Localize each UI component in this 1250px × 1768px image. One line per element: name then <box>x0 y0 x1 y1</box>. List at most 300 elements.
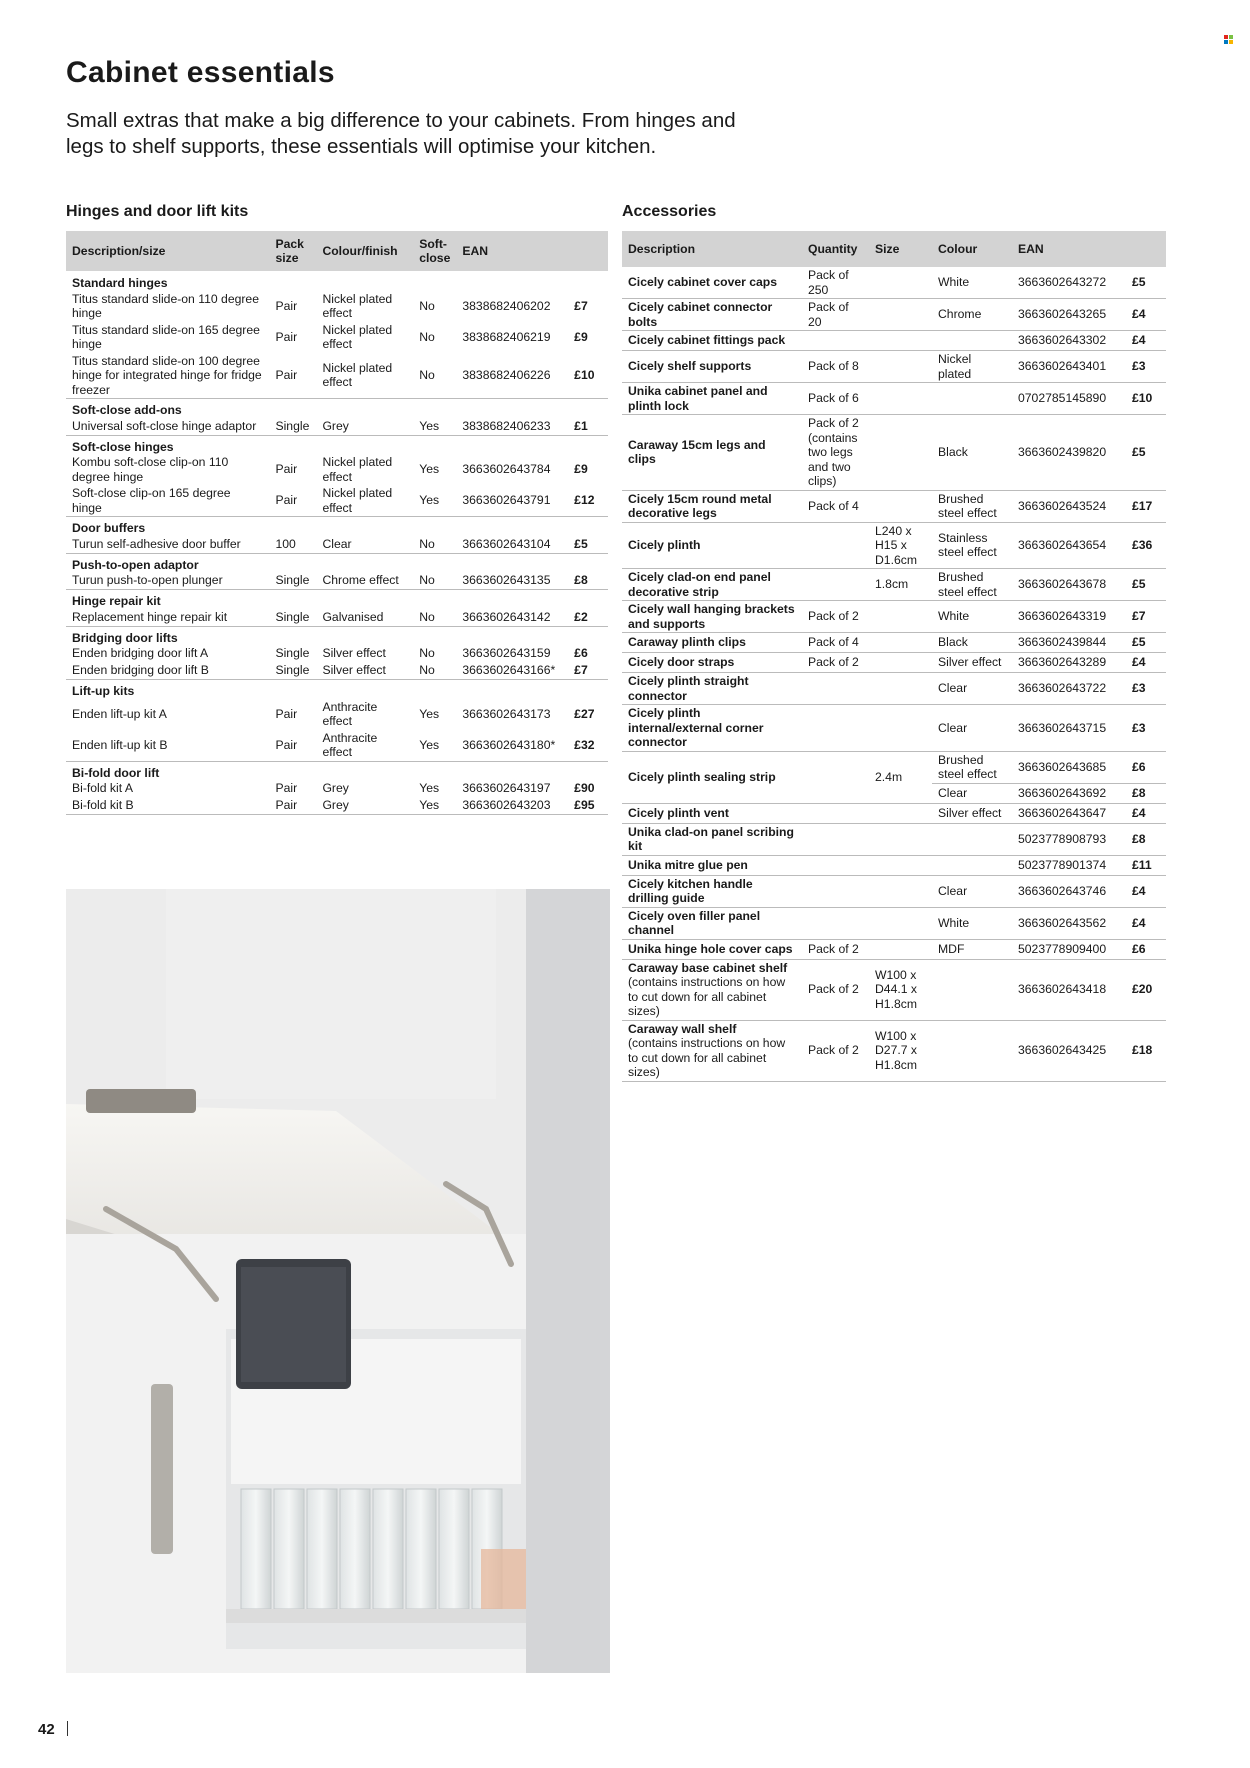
ean-code: 3663602643715 <box>1012 705 1126 752</box>
colour: Nickel plated <box>932 351 1012 383</box>
ean-code: 3663602439844 <box>1012 633 1126 653</box>
product-name: Cicely clad-on end panel decorative strip <box>628 570 771 599</box>
group-name: Soft-close hinges <box>72 439 174 454</box>
brand-logo <box>1224 35 1233 44</box>
product-description: Titus standard slide-on 100 degree hinge for integrated hinge for fridge freezer <box>66 353 269 399</box>
price: £5 <box>1126 267 1166 299</box>
pack-size: Pair <box>275 706 298 721</box>
soft-close: Yes <box>413 485 456 517</box>
ean-code: 3663602643272 <box>1012 267 1126 299</box>
group-name: Hinge repair kit <box>72 594 161 608</box>
pack-size: 100 <box>269 536 316 554</box>
product-name: Cicely plinth straight connector <box>628 674 749 703</box>
product-description <box>622 653 802 673</box>
price: £8 <box>1126 823 1166 855</box>
colour-finish: Nickel plated effect <box>316 485 413 517</box>
table-row <box>622 299 1166 331</box>
pack-size: Single <box>269 662 316 680</box>
product-description <box>622 490 802 522</box>
table-row <box>66 645 608 662</box>
price: £8 <box>568 572 608 590</box>
price: £6 <box>574 646 588 661</box>
pack-size: Single <box>275 646 310 661</box>
quantity <box>802 569 869 601</box>
product-name: Cicely kitchen handle drilling guide <box>628 876 753 905</box>
group-name: Bi-fold door lift <box>72 765 160 780</box>
colour-finish: Nickel plated effect <box>322 291 393 320</box>
col-header-description: Description/size <box>66 231 269 271</box>
price: £6 <box>1126 939 1166 959</box>
table-row <box>622 653 1166 673</box>
price: £8 <box>1126 783 1166 803</box>
group-header-row <box>66 517 608 536</box>
ean-code: 0702785145890 <box>1012 383 1126 415</box>
ean-code: 3663602643418 <box>1012 959 1126 1020</box>
pack-size: Pair <box>275 781 298 796</box>
colour: Stainless steel effect <box>932 522 1012 569</box>
price: £5 <box>1126 415 1166 491</box>
colour: White <box>932 601 1012 633</box>
product-description: Replacement hinge repair kit <box>66 609 269 627</box>
ean-code: 3663602643401 <box>1012 351 1126 383</box>
size: 2.4m <box>869 751 932 803</box>
product-description <box>622 351 802 383</box>
product-description <box>622 1020 802 1081</box>
table-row <box>66 699 608 730</box>
colour: Black <box>932 633 1012 653</box>
colour: Silver effect <box>932 653 1012 673</box>
soft-close: Yes <box>413 797 456 815</box>
product-description <box>622 633 802 653</box>
quantity: Pack of 4 <box>802 490 869 522</box>
product-description <box>622 673 802 705</box>
table-row <box>622 601 1166 633</box>
product-name: Cicely door straps <box>628 655 735 670</box>
ean-code: 3663602643562 <box>1012 907 1126 939</box>
price: £4 <box>1126 299 1166 331</box>
price: £27 <box>574 706 595 721</box>
ean-code: 3663602643166* <box>456 662 568 680</box>
group-header-row <box>66 435 608 454</box>
price: £36 <box>1126 522 1166 569</box>
intro-text: Small extras that make a big difference to your cabinets. From hinges and legs to shelf supports, these essentials will optimise your kitchen. <box>66 109 736 158</box>
group-header-row <box>66 680 608 699</box>
price: £90 <box>574 781 595 796</box>
soft-close: Yes <box>419 462 440 477</box>
ean-code: 3663602643319 <box>1012 601 1126 633</box>
table-row <box>66 418 608 436</box>
group-header-row <box>66 399 608 418</box>
hinges-table <box>66 231 608 815</box>
table-row <box>66 291 608 322</box>
table-row <box>66 797 608 815</box>
size: 1.8cm <box>869 569 932 601</box>
table-row <box>622 633 1166 653</box>
table-row <box>66 780 608 797</box>
size: W100 x D27.7 x H1.8cm <box>869 1020 932 1081</box>
product-description <box>622 267 802 299</box>
colour <box>932 959 1012 1020</box>
pack-size: Pair <box>269 797 316 815</box>
ean-code: 3663602643647 <box>1012 803 1126 823</box>
price: £9 <box>574 462 588 477</box>
quantity <box>802 803 869 823</box>
quantity: Pack of 2 <box>802 939 869 959</box>
product-description: Turun self-adhesive door buffer <box>66 536 269 554</box>
table-row <box>622 383 1166 415</box>
size <box>869 415 932 491</box>
product-name: Cicely shelf supports <box>628 359 752 374</box>
table-row <box>66 536 608 554</box>
ean-code: 3663602643135 <box>456 572 568 590</box>
quantity: Pack of 2 <box>802 959 869 1020</box>
table-row <box>622 569 1166 601</box>
ean-code: 5023778909400 <box>1012 939 1126 959</box>
price: £11 <box>1126 855 1166 875</box>
ean-code: 3663602439820 <box>1012 415 1126 491</box>
product-name: Cicely cabinet cover caps <box>628 275 778 290</box>
size: W100 x D44.1 x H1.8cm <box>869 959 932 1020</box>
pack-size: Pair <box>275 462 298 477</box>
colour <box>932 823 1012 855</box>
product-description: Bi-fold kit A <box>72 781 133 796</box>
col-header-price <box>1126 231 1166 267</box>
ean-code: 3663602643746 <box>1012 875 1126 907</box>
table-row <box>622 415 1166 491</box>
price: £20 <box>1126 959 1166 1020</box>
colour: Black <box>932 415 1012 491</box>
product-name: Caraway plinth clips <box>628 635 746 650</box>
price: £3 <box>1126 673 1166 705</box>
quantity: Pack of 20 <box>802 299 869 331</box>
soft-close: No <box>413 353 456 399</box>
price: £18 <box>1126 1020 1166 1081</box>
quantity: Pack of 4 <box>802 633 869 653</box>
ean-code: 3663602643289 <box>1012 653 1126 673</box>
col-header-ean: EAN <box>456 231 568 271</box>
kitchen-cabinet-photo <box>66 889 610 1673</box>
colour: MDF <box>932 939 1012 959</box>
colour: Clear <box>932 673 1012 705</box>
ean-code: 3663602643197 <box>462 781 551 796</box>
col-header-quantity: Quantity <box>802 231 869 267</box>
table-row <box>622 673 1166 705</box>
colour-finish: Silver effect <box>316 662 413 680</box>
group-name: Lift-up kits <box>72 684 135 698</box>
size <box>869 855 932 875</box>
quantity <box>802 823 869 855</box>
product-name: Cicely cabinet fittings pack <box>628 333 786 348</box>
group-name: Door buffers <box>72 521 146 535</box>
price: £4 <box>1126 875 1166 907</box>
quantity: Pack of 2 (contains two legs and two clips) <box>802 415 869 491</box>
table-row <box>622 351 1166 383</box>
product-name: Cicely plinth internal/external corner connector <box>628 706 764 749</box>
pack-size: Pair <box>275 298 298 313</box>
colour: Chrome <box>932 299 1012 331</box>
ean-code: 3838682406226 <box>456 353 568 399</box>
table-row <box>622 939 1166 959</box>
table-row <box>622 522 1166 569</box>
product-description <box>622 522 802 569</box>
colour-finish: Grey <box>316 797 413 815</box>
table-row <box>622 875 1166 907</box>
product-description: Titus standard slide-on 165 degree hinge <box>72 322 260 351</box>
group-header-row <box>66 271 608 291</box>
page-title: Cabinet essentials <box>66 56 335 89</box>
size <box>869 939 932 959</box>
col-header-description: Description <box>622 231 802 267</box>
price: £10 <box>568 353 608 399</box>
soft-close: Yes <box>419 781 440 796</box>
table-row <box>66 454 608 485</box>
ean-code: 3663602643784 <box>462 462 551 477</box>
col-header-ean: EAN <box>1012 231 1126 267</box>
size <box>869 383 932 415</box>
table-row <box>66 322 608 353</box>
size <box>869 490 932 522</box>
price: £7 <box>1126 601 1166 633</box>
ean-code: 3663602643722 <box>1012 673 1126 705</box>
colour-finish: Nickel plated effect <box>322 455 393 484</box>
table-row <box>622 490 1166 522</box>
col-header-colour: Colour/finish <box>316 231 413 271</box>
product-name: Caraway 15cm legs and clips <box>628 437 766 467</box>
price: £95 <box>568 797 608 815</box>
group-name: Soft-close add-ons <box>72 403 182 417</box>
accessories-table <box>622 231 1166 1082</box>
quantity <box>802 907 869 939</box>
soft-close: No <box>413 662 456 680</box>
product-note: (contains instructions on how to cut down for all cabinet sizes) <box>628 975 786 1018</box>
product-description: Bi-fold kit B <box>66 797 269 815</box>
product-description: Kombu soft-close clip-on 110 degree hinge <box>72 455 229 484</box>
table-row <box>66 609 608 627</box>
ean-code: 3663602643104 <box>456 536 568 554</box>
table-row <box>622 331 1166 351</box>
ean-code: 3663602643791 <box>456 485 568 517</box>
product-name: Unika mitre glue pen <box>628 857 748 872</box>
quantity <box>802 331 869 351</box>
table-row <box>66 572 608 590</box>
colour: White <box>932 267 1012 299</box>
colour: Clear <box>932 705 1012 752</box>
size <box>869 299 932 331</box>
product-description <box>622 875 802 907</box>
product-description: Turun push-to-open plunger <box>66 572 269 590</box>
colour-finish: Clear <box>316 536 413 554</box>
colour-finish: Chrome effect <box>316 572 413 590</box>
price: £4 <box>1126 907 1166 939</box>
table-row <box>622 959 1166 1020</box>
price: £6 <box>1126 751 1166 783</box>
colour: Clear <box>932 875 1012 907</box>
colour-finish: Grey <box>322 781 349 796</box>
pack-size: Pair <box>269 353 316 399</box>
size <box>869 705 932 752</box>
price: £4 <box>1126 803 1166 823</box>
group-header-row <box>66 590 608 609</box>
ean-code: 3663602643692 <box>1012 783 1126 803</box>
price: £1 <box>568 418 608 436</box>
price: £2 <box>568 609 608 627</box>
pack-size: Pair <box>269 730 316 762</box>
product-description: Enden bridging door lift A <box>72 646 209 661</box>
colour: Clear <box>932 783 1012 803</box>
quantity <box>802 855 869 875</box>
col-header-price <box>568 231 608 271</box>
quantity <box>802 875 869 907</box>
colour: Silver effect <box>932 803 1012 823</box>
product-description: Soft-close clip-on 165 degree hinge <box>66 485 269 517</box>
colour-finish: Nickel plated effect <box>322 322 393 351</box>
group-name: Standard hinges <box>72 276 168 290</box>
soft-close: No <box>419 329 435 344</box>
ean-code: 3663602643302 <box>1012 331 1126 351</box>
product-description <box>622 823 802 855</box>
product-description <box>622 331 802 351</box>
table-row <box>622 803 1166 823</box>
product-name: Unika hinge hole cover caps <box>628 941 793 956</box>
size <box>869 803 932 823</box>
col-header-colour: Colour <box>932 231 1012 267</box>
product-description <box>622 569 802 601</box>
product-description: Enden lift-up kit B <box>66 730 269 762</box>
product-name: Cicely wall hanging brackets and supports <box>628 602 795 631</box>
product-name: Cicely oven filler panel channel <box>628 908 761 937</box>
price: £5 <box>568 536 608 554</box>
colour: White <box>932 907 1012 939</box>
colour <box>932 855 1012 875</box>
table-row <box>66 353 608 399</box>
ean-code: 3663602643173 <box>462 706 551 721</box>
group-header-row <box>66 761 608 780</box>
quantity: Pack of 8 <box>802 351 869 383</box>
ean-code: 3663602643142 <box>456 609 568 627</box>
quantity <box>802 522 869 569</box>
ean-code: 3663602643203 <box>456 797 568 815</box>
table-row <box>66 662 608 680</box>
colour <box>932 1020 1012 1081</box>
ean-code: 3663602643425 <box>1012 1020 1126 1081</box>
product-name: Cicely 15cm round metal decorative legs <box>628 491 772 520</box>
size <box>869 267 932 299</box>
ean-code: 3663602643265 <box>1012 299 1126 331</box>
col-header-size: Size <box>869 231 932 267</box>
table-row <box>622 823 1166 855</box>
colour-finish: Galvanised <box>316 609 413 627</box>
product-description <box>622 939 802 959</box>
colour-finish: Grey <box>316 418 413 436</box>
quantity <box>802 705 869 752</box>
soft-close: No <box>419 646 435 661</box>
group-name: Bridging door lifts <box>72 630 178 645</box>
pack-size: Single <box>269 572 316 590</box>
col-header-pack: Pack size <box>269 231 316 271</box>
soft-close: No <box>413 572 456 590</box>
colour <box>932 383 1012 415</box>
size <box>869 875 932 907</box>
quantity: Pack of 250 <box>802 267 869 299</box>
product-name: Cicely plinth sealing strip <box>628 769 776 784</box>
price: £4 <box>1126 653 1166 673</box>
size <box>869 601 932 633</box>
product-description <box>622 751 802 803</box>
soft-close: No <box>413 536 456 554</box>
group-header-row <box>66 626 608 645</box>
price: £3 <box>1126 705 1166 752</box>
table-row <box>622 855 1166 875</box>
product-description: Enden bridging door lift B <box>66 662 269 680</box>
product-description: Enden lift-up kit A <box>72 706 167 721</box>
product-name: Unika clad-on panel scribing kit <box>628 824 794 853</box>
table-row <box>622 705 1166 752</box>
footer-divider <box>67 1721 68 1736</box>
accessories-section-title: Accessories <box>622 203 717 220</box>
product-description <box>622 855 802 875</box>
size <box>869 331 932 351</box>
size: L240 x H15 x D1.6cm <box>869 522 932 569</box>
ean-code: 3663602643159 <box>462 646 551 661</box>
ean-code: 3663602643678 <box>1012 569 1126 601</box>
ean-code: 3663602643524 <box>1012 490 1126 522</box>
product-description <box>622 601 802 633</box>
product-description <box>622 907 802 939</box>
quantity <box>802 751 869 803</box>
soft-close: Yes <box>413 418 456 436</box>
table-row <box>66 485 608 517</box>
price: £9 <box>574 329 588 344</box>
price: £7 <box>574 298 588 313</box>
price: £10 <box>1126 383 1166 415</box>
group-name: Push-to-open adaptor <box>72 557 199 572</box>
colour-finish: Anthracite effect <box>322 699 378 728</box>
price: £4 <box>1126 331 1166 351</box>
product-description <box>622 959 802 1020</box>
table-row <box>622 751 1166 783</box>
table-row <box>622 1020 1166 1081</box>
price: £3 <box>1126 351 1166 383</box>
pack-size: Pair <box>269 485 316 517</box>
size <box>869 673 932 705</box>
price: £12 <box>568 485 608 517</box>
ean-code: 3663602643654 <box>1012 522 1126 569</box>
product-description <box>622 415 802 491</box>
ean-code: 3663602643685 <box>1012 751 1126 783</box>
group-header-row <box>66 553 608 572</box>
product-description <box>622 299 802 331</box>
colour: Brushed steel effect <box>932 490 1012 522</box>
product-name: Caraway base cabinet shelf <box>628 960 788 975</box>
ean-code: 3838682406219 <box>462 329 551 344</box>
product-name: Cicely cabinet connector bolts <box>628 300 773 329</box>
product-name: Unika cabinet panel and plinth lock <box>628 384 768 413</box>
ean-code: 5023778908793 <box>1012 823 1126 855</box>
price: £17 <box>1126 490 1166 522</box>
pack-size: Pair <box>275 329 298 344</box>
product-description: Universal soft-close hinge adaptor <box>66 418 269 436</box>
quantity <box>802 673 869 705</box>
table-row <box>66 730 608 762</box>
soft-close: No <box>419 298 435 313</box>
colour: Brushed steel effect <box>932 569 1012 601</box>
price: £7 <box>568 662 608 680</box>
ean-code: 5023778901374 <box>1012 855 1126 875</box>
size <box>869 633 932 653</box>
colour-finish: Anthracite effect <box>316 730 413 762</box>
product-name: Cicely plinth vent <box>628 805 729 820</box>
quantity: Pack of 2 <box>802 653 869 673</box>
